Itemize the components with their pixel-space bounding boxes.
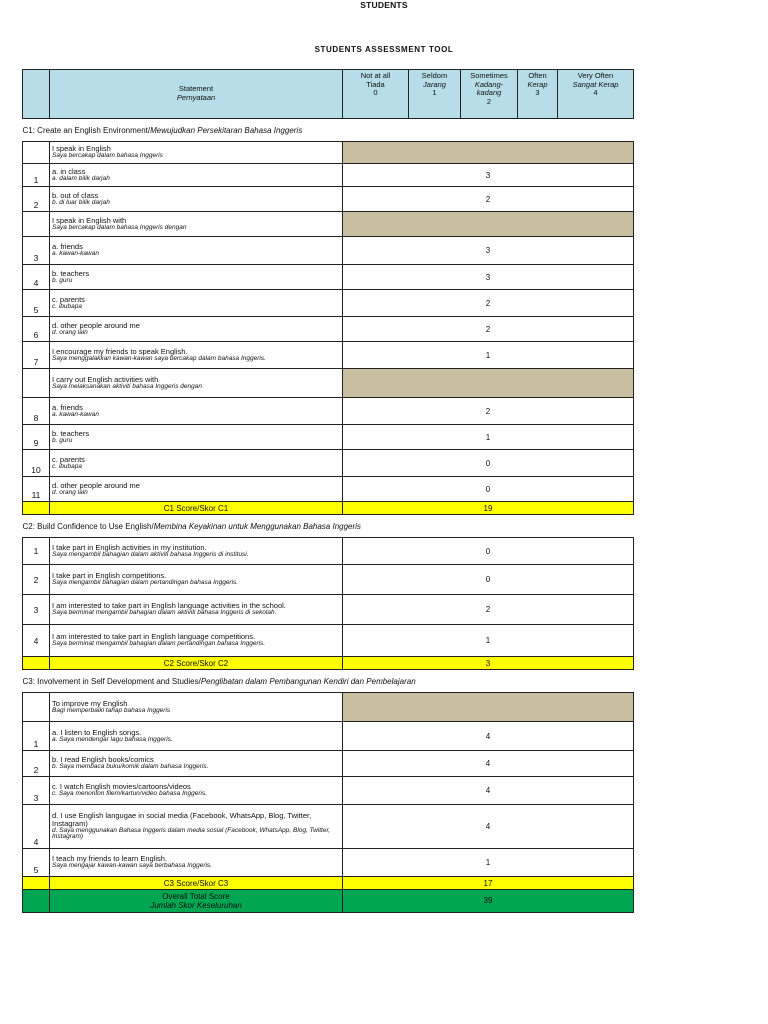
c3-score-row	[23, 877, 634, 890]
c1-item-score: 3	[343, 237, 634, 265]
c3-item-score: 4	[343, 805, 634, 849]
c1-item-score: 0	[343, 477, 634, 502]
c1-item-text-en: a. friends	[52, 402, 83, 412]
c1-item-text-ms: a. kawan-kawan	[52, 410, 99, 418]
header-col3-ms: Kerap	[527, 79, 548, 89]
c1-item-row	[23, 317, 634, 342]
header-col3-val: 3	[535, 88, 540, 98]
header-col0-val: 0	[373, 88, 378, 98]
c1-item-statement	[50, 369, 343, 398]
header-col-often	[518, 70, 558, 119]
c1-title-ms: Mewujudkan Persekitaran Bahasa Inggeris	[150, 125, 303, 135]
c1-item-text-ms: b. di luar bilik darjah	[52, 198, 110, 206]
overall-total-blank	[23, 890, 50, 913]
c3-item-statement	[50, 751, 343, 777]
c2-item-row	[23, 595, 634, 625]
c2-item-text-en: I am interested to take part in English language activities in the school.	[52, 601, 286, 611]
c3-item-statement	[50, 849, 343, 877]
c1-item-text-en: a. friends	[52, 242, 83, 252]
c1-item-text-en: c. parents	[52, 294, 85, 304]
c1-item-row	[23, 237, 634, 265]
c2-item-row	[23, 565, 634, 595]
c3-item-text-en: c. I watch English movies/cartoons/videos	[52, 782, 191, 792]
c3-item-text-ms: d. Saya menggunakan Bahasa Inggeris dalam media sosial (Facebook, WhatsApp, Blog, Twitter, Instagram)	[52, 826, 331, 841]
c1-item-row	[23, 164, 634, 187]
c2-section-title	[23, 515, 634, 538]
c1-group-shaded-cell	[343, 369, 634, 398]
c1-item-row	[23, 369, 634, 398]
c2-score-blank	[23, 657, 50, 670]
header-col2-ms: Kadang-kadang	[474, 79, 504, 98]
c1-item-text-ms: a. kawan-kawan	[52, 250, 99, 258]
c1-item-number: 8	[23, 398, 50, 425]
c1-item-number: 11	[23, 477, 50, 502]
c1-item-number: 10	[23, 450, 50, 477]
c3-group-shaded-cell	[343, 693, 634, 722]
c2-item-row	[23, 538, 634, 565]
c1-item-row	[23, 342, 634, 369]
c1-item-statement	[50, 425, 343, 450]
c3-score-blank	[23, 877, 50, 890]
c3-item-text-en: a. I listen to English songs.	[52, 727, 142, 737]
header-col4-val: 4	[593, 88, 598, 98]
c2-item-score: 0	[343, 565, 634, 595]
c1-item-score: 2	[343, 317, 634, 342]
c3-item-number: 1	[23, 722, 50, 751]
header-row	[23, 70, 634, 119]
c1-item-number: 5	[23, 290, 50, 317]
c3-title-ms: Penglibatan dalam Pembangunan Kendiri dan Pembelajaran	[200, 676, 416, 686]
c3-score-label: C3 Score/Skor C3	[50, 877, 343, 890]
c2-score-label: C2 Score/Skor C2	[50, 657, 343, 670]
c1-score-label: C1 Score/Skor C1	[50, 502, 343, 515]
c3-item-text-en: To improve my English	[52, 698, 128, 708]
c1-item-row	[23, 477, 634, 502]
c1-item-statement	[50, 317, 343, 342]
c3-item-text-en: I teach my friends to learn English.	[52, 854, 168, 864]
header-col-not-at-all	[343, 70, 409, 119]
c1-item-score: 2	[343, 187, 634, 212]
c1-item-text-ms: Saya bercakap dalam bahasa Inggeris	[52, 152, 163, 160]
overall-total-label-ms: Jumlah Skor Keseluruhan	[150, 901, 242, 910]
assessment-table-body	[23, 70, 634, 913]
c2-section-heading	[23, 515, 634, 538]
c1-item-text-en: I speak in English with	[52, 215, 127, 225]
c1-item-statement	[50, 265, 343, 290]
c3-item-row	[23, 849, 634, 877]
c1-item-statement	[50, 342, 343, 369]
c3-item-statement	[50, 693, 343, 722]
c3-item-score: 4	[343, 751, 634, 777]
c2-item-number: 4	[23, 625, 50, 657]
header-col2-en: Sometimes	[470, 71, 508, 80]
c1-item-text-en: b. teachers	[52, 268, 90, 278]
c2-item-number: 3	[23, 595, 50, 625]
header-col3-en: Often	[528, 71, 547, 80]
c3-item-statement	[50, 777, 343, 805]
c3-item-row	[23, 751, 634, 777]
c1-item-statement	[50, 237, 343, 265]
c2-item-text-ms: Saya mengambil bahagian dalam aktiviti bahasa Inggeris di institusi.	[52, 550, 249, 558]
c2-item-number: 1	[23, 538, 50, 565]
header-statement-en: Statement	[178, 84, 214, 94]
c3-item-row	[23, 805, 634, 849]
c1-group-shaded-cell	[343, 142, 634, 164]
page-title: STUDENTS	[360, 0, 408, 10]
c2-item-text-en: I take part in English competitions.	[52, 571, 167, 581]
c2-score-value: 3	[343, 657, 634, 670]
c1-item-text-ms: Saya bercakap dalam bahasa Inggeris dengan	[52, 223, 187, 231]
c2-item-score: 2	[343, 595, 634, 625]
c3-item-row	[23, 693, 634, 722]
c1-item-row	[23, 142, 634, 164]
c3-item-text-ms: Saya mengajar kawan-kawan saya berbahasa Inggeris.	[52, 862, 213, 870]
c1-item-number: 4	[23, 265, 50, 290]
header-statement	[50, 70, 343, 119]
c3-score-value: 17	[343, 877, 634, 890]
c3-section-heading	[23, 670, 634, 693]
c3-item-number	[23, 693, 50, 722]
c2-item-text-en: I am interested to take part in English language competitions.	[52, 632, 256, 642]
c1-score-value: 19	[343, 502, 634, 515]
c1-item-text-ms: b. guru	[52, 436, 73, 444]
c3-item-number: 5	[23, 849, 50, 877]
c3-item-score: 4	[343, 777, 634, 805]
c3-item-text-ms: Bagi memperbaiki tahap bahasa Inggeris	[52, 706, 171, 714]
c1-item-text-ms: c. ibubapa	[52, 302, 82, 310]
c1-item-text-en: d. other people around me	[52, 480, 140, 490]
c1-item-row	[23, 212, 634, 237]
header-num-cell	[23, 70, 50, 119]
c2-item-number: 2	[23, 565, 50, 595]
c1-item-score: 3	[343, 164, 634, 187]
c2-item-statement	[50, 595, 343, 625]
c1-item-score: 2	[343, 398, 634, 425]
header-col2-val: 2	[486, 96, 492, 106]
c1-item-number: 9	[23, 425, 50, 450]
c1-item-text-ms: a. dalam bilik darjah	[52, 174, 110, 182]
c2-item-text-ms: Saya mengambil bahagian dalam pertandingan bahasa Inggeris.	[52, 579, 239, 587]
c1-group-shaded-cell	[343, 212, 634, 237]
c1-item-text-en: c. parents	[52, 454, 85, 464]
c1-item-score: 1	[343, 342, 634, 369]
c1-item-number: 2	[23, 187, 50, 212]
c1-item-text-en: b. out of class	[52, 190, 99, 200]
c1-item-text-ms: d. orang lain	[52, 328, 88, 336]
c3-item-row	[23, 777, 634, 805]
c2-score-row	[23, 657, 634, 670]
c1-item-text-en: b. teachers	[52, 428, 90, 438]
c1-item-text-ms: b. guru	[52, 276, 73, 284]
c1-item-statement	[50, 450, 343, 477]
c1-item-number: 6	[23, 317, 50, 342]
c2-title-en: C2: Build Confidence to Use English/	[22, 521, 154, 531]
tool-title: STUDENTS ASSESSMENT TOOL	[314, 45, 454, 54]
c1-item-text-en: a. in class	[52, 166, 86, 176]
header-col-very-often	[558, 70, 634, 119]
c2-item-score: 1	[343, 625, 634, 657]
c3-item-statement	[50, 722, 343, 751]
c3-item-number: 2	[23, 751, 50, 777]
c1-item-row	[23, 425, 634, 450]
c1-item-row	[23, 265, 634, 290]
c1-section-heading	[23, 119, 634, 142]
c2-item-row	[23, 625, 634, 657]
assessment-table	[22, 69, 634, 913]
c2-item-statement	[50, 625, 343, 657]
c3-item-text-ms: a. Saya mendengar lagu bahasa Inggeris.	[52, 735, 173, 743]
c1-item-number: 1	[23, 164, 50, 187]
c3-item-text-ms: b. Saya membaca buku/komik dalam bahasa Inggeris.	[52, 763, 209, 771]
c1-item-score: 2	[343, 290, 634, 317]
c1-item-statement	[50, 398, 343, 425]
header-col1-ms: Jarang	[423, 79, 446, 89]
header-col-sometimes	[461, 70, 518, 119]
header-col1-val: 1	[432, 88, 437, 98]
c2-item-score: 0	[343, 538, 634, 565]
c3-section-title	[23, 670, 634, 693]
c1-item-row	[23, 187, 634, 212]
header-statement-ms: Pernyataan	[176, 93, 216, 102]
c1-item-text-en: I carry out English activities with	[52, 374, 159, 384]
c1-item-score: 3	[343, 265, 634, 290]
c3-item-score: 1	[343, 849, 634, 877]
c3-item-number: 4	[23, 805, 50, 849]
c1-score-row	[23, 502, 634, 515]
c1-item-row	[23, 398, 634, 425]
c1-item-row	[23, 290, 634, 317]
c3-item-text-en: b. I read English books/comics	[52, 755, 154, 765]
c3-item-text-ms: c. Saya menonton filem/kartun/video bahasa Inggeris.	[52, 790, 208, 798]
c1-item-text-ms: Saya melaksanakan aktiviti bahasa Inggeris dengan	[52, 382, 202, 390]
c2-item-statement	[50, 565, 343, 595]
header-col4-en: Very Often	[577, 71, 614, 80]
c2-item-statement	[50, 538, 343, 565]
c1-item-score: 0	[343, 450, 634, 477]
c1-item-text-en: d. other people around me	[52, 320, 140, 330]
overall-total-label-en: Overall Total Score	[162, 891, 230, 901]
c3-item-text-en: d. I use English langugae in social media (Facebook, WhatsApp, Blog, Twitter, Instagram)	[52, 810, 312, 828]
c1-item-statement	[50, 290, 343, 317]
c1-item-row	[23, 450, 634, 477]
c1-title-en: C1: Create an English Environment/	[22, 125, 151, 135]
c3-item-score: 4	[343, 722, 634, 751]
c1-item-text-ms: c. ibubapa	[52, 462, 82, 470]
c3-item-statement	[50, 805, 343, 849]
c1-item-number	[23, 212, 50, 237]
c1-item-number: 3	[23, 237, 50, 265]
c1-score-blank	[23, 502, 50, 515]
c1-item-statement	[50, 164, 343, 187]
c3-title-en: C3: Involvement in Self Development and Studies/	[22, 676, 201, 686]
header-col-seldom	[409, 70, 461, 119]
c2-item-text-en: I take part in English activities in my institution.	[52, 542, 207, 552]
c1-item-text-en: I encourage my friends to speak English.	[52, 346, 188, 356]
c1-item-text-en: I speak in English	[52, 144, 111, 154]
header-col4-ms: Sangat Kerap	[572, 79, 619, 89]
c1-item-text-ms: Saya menggalakkan kawan-kawan saya bercakap dalam bahasa Inggeris.	[52, 354, 266, 362]
header-col1-en: Seldom	[421, 71, 448, 80]
c1-item-score: 1	[343, 425, 634, 450]
overall-total-row	[23, 890, 634, 913]
c1-item-statement	[50, 187, 343, 212]
c3-item-number: 3	[23, 777, 50, 805]
overall-total-value: 39	[343, 890, 634, 913]
overall-total-label	[50, 890, 343, 913]
c1-item-text-ms: d. orang lain	[52, 488, 88, 496]
c2-item-text-ms: Saya berminat mengambil bahagian dalam aktiviti bahasa Inggeris di sekolah.	[52, 609, 277, 617]
c1-item-statement	[50, 142, 343, 164]
header-col0-en: Not at all	[360, 71, 391, 80]
c1-item-statement	[50, 477, 343, 502]
c2-item-text-ms: Saya berminat mengambil bahagian dalam pertandingan bahasa Inggeris.	[52, 640, 266, 648]
header-col0-ms: Tiada	[366, 79, 385, 89]
c1-item-number	[23, 369, 50, 398]
c2-title-ms: Membina Keyakinan untuk Menggunakan Bahasa Inggeris	[153, 521, 361, 531]
c3-item-row	[23, 722, 634, 751]
c1-item-number	[23, 142, 50, 164]
c1-item-statement	[50, 212, 343, 237]
c1-section-title	[23, 119, 634, 142]
c1-item-number: 7	[23, 342, 50, 369]
